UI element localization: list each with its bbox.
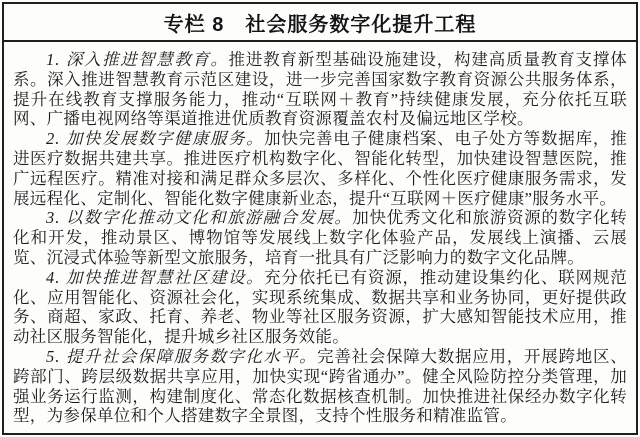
- column-item-3: [13, 208, 627, 267]
- item-1-body: 推进教育新型基础设施建设，构建高质量教育支撑体系。深入推进智慧教育示范区建设，进一步完善国家数字教育资源公共服务体系，提升在线教育支撑服务能力，推动“互联网＋教育”持续健康发展，充分依托互联网、广播电视网络等渠道推进优质教育资源覆盖农村及偏远地区学校。: [13, 50, 627, 129]
- column-title: 专栏 8 社会服务数字化提升工程: [163, 13, 477, 36]
- item-2-body: 加快完善电子健康档案、电子处方等数据库，推进医疗数据共建共享。推进医疗机构数字化、智能化转型，加快建设智慧医院，推广远程医疗。精准对接和满足群众多层次、多样化、个性化医疗健康服务需求，发展远程化、定制化、智能化数字健康新业态，提升“互联网＋医疗健康”服务水平。: [13, 129, 627, 208]
- item-3-lead: 3. 以数字化推动文化和旅游融合发展。: [46, 208, 353, 228]
- item-3-body: 加快优秀文化和旅游资源的数字化转化和开发，推动景区、博物馆等发展线上数字化体验产品，发展线上演播、云展览、沉浸式体验等新型文旅服务，培育一批具有广泛影响力的数字文化品牌。: [13, 208, 627, 267]
- item-4-body: 充分依托已有资源，推动建设集约化、联网规范化、应用智能化、资源社会化，实现系统集成、数据共享和业务协同，更好提供政务、商超、家政、托育、养老、物业等社区服务资源，扩大感知智能技术应用，推动社区服务智能化，提升城乡社区服务效能。: [13, 267, 627, 347]
- column-item-5: [13, 347, 627, 426]
- item-5-body: 完善社会保障大数据应用，开展跨地区、跨部门、跨层级数据共享应用，加快实现“跨省通办”。健全风险防控分类管理，加强业务运行监测，构建制度化、常态化数据核查机制。加快推进社保经办数字化转型，为参保单位和个人搭建数字全景图，支持个性服务和精准监管。: [13, 346, 627, 426]
- item-4-lead: 4. 加快推进智慧社区建设。: [46, 267, 265, 287]
- item-5-lead: 5. 提升社会保障服务数字化水平。: [46, 346, 318, 366]
- item-1-lead: 1. 深入推进智慧教育。: [46, 50, 229, 69]
- column-item-1: [13, 50, 627, 129]
- item-2-lead: 2. 加快发展数字健康服务。: [46, 129, 265, 149]
- column-title-box: [2, 2, 638, 42]
- column-item-2: [13, 129, 627, 208]
- column-item-4: [13, 268, 627, 347]
- column-body-box: [2, 42, 638, 435]
